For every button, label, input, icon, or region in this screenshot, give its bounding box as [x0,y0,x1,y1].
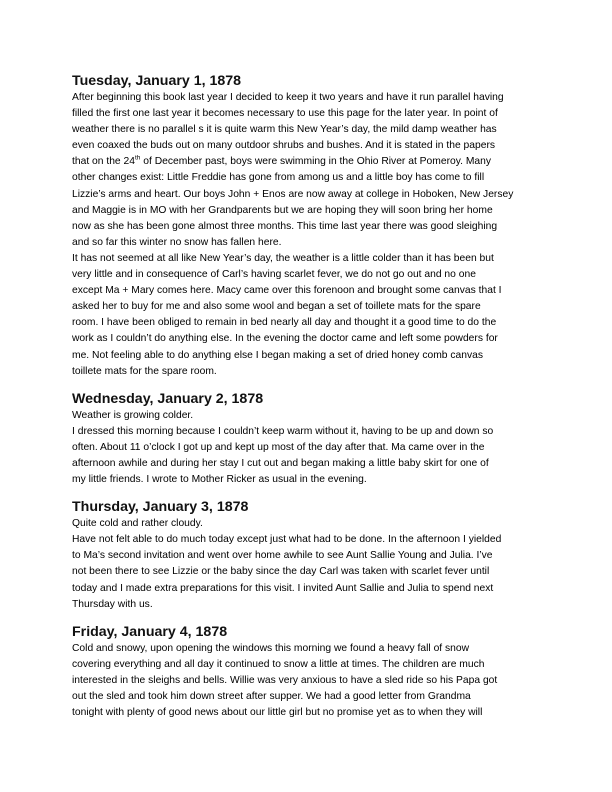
text-line: to Ma’s second invitation and went over home awhile to see Aunt Sallie Young and Julia. I’ve [72,550,493,562]
text-line: and Maggie is in MO with her Grandparents but we are hoping they will soon bring her home [72,204,493,216]
text-line: often. About 11 o’clock I got up and kept up most of the day after that. Ma came over in the [72,441,485,453]
text-line: Thursday with us. [72,598,153,610]
text-segment: of December past, boys were swimming in the Ohio River at Pomeroy. Many [140,156,492,168]
entry-title: Wednesday, January 2, 1878 [72,390,264,407]
text-line: afternoon awhile and during her stay I cut out and began making a little baby skirt for one of [72,457,489,469]
text-line: Cold and snowy, upon opening the windows this morning we found a heavy fall of snow [72,642,470,654]
text-line: Weather is growing colder. [72,409,194,421]
text-line: and so far this winter no snow has fallen here. [72,236,282,248]
diary-entry-jan-2 [72,390,547,488]
diary-entry-jan-4 [72,623,547,721]
entry-paragraph [72,90,547,251]
text-line: After beginning this book last year I decided to keep it two years and have it run parallel having [72,92,504,103]
text-line: It has not seemed at all like New Year’s day, the weather is a little colder than it has been but [72,252,494,264]
text-line: covering everything and all day it continued to snow a little at times. The children are much [72,658,485,670]
entry-paragraph [72,532,547,612]
text-line: room. I have been obliged to remain in bed nearly all day and thought it a good time to do the [72,317,497,329]
text-line: interested in the sleighs and bells. Willie was very anxious to have a sled ride so his Papa got [72,674,498,686]
entry-paragraph [72,424,547,488]
text-line: filled the first one last year it becomes necessary to use this page for the later year. In point of [72,108,498,120]
text-line: Lizzie’s arms and heart. Our boys John + Enos are now away at college in Hoboken, New Jersey [72,188,514,200]
entry-paragraph [72,408,547,424]
entry-title: Friday, January 4, 1878 [72,623,228,640]
text-line: Have not felt able to do much today except just what had to be done. In the afternoon I yielded [72,534,502,546]
entry-paragraph [72,251,547,380]
text-line: toillete mats for the spare room. [72,365,217,377]
entry-title: Tuesday, January 1, 1878 [72,73,242,89]
ordinal-suffix: th [134,154,141,162]
text-line: other changes exist: Little Freddie has gone from among us and a little boy has come to fill [72,172,485,184]
text-line: out the sled and took him down street after supper. We had a good letter from Grandma [72,691,471,702]
entry-title: Thursday, January 3, 1878 [72,499,249,516]
text-line: today and I made extra preparations for this visit. I invited Aunt Sallie and Julia to spend next [72,582,494,594]
text-line: I dressed this morning because I couldn’t keep warm without it, having to be up and down so [72,425,494,437]
document-page [72,72,547,731]
diary-entry-jan-3 [72,498,547,613]
text-line: even coaxed the buds out on many outdoor shrubs and bushes. And it is stated in the papers [72,140,496,152]
text-line: my little friends. I wrote to Mother Ricker as usual in the evening. [72,474,367,486]
text-line: except Ma + Mary comes here. Macy came over this forenoon and brought some canvas that I [72,285,502,297]
text-line: tonight with plenty of good news about our little girl but no promise yet as to when they will [72,707,483,719]
diary-entry-jan-1 [72,72,547,380]
text-line: Quite cold and rather cloudy. [72,518,203,530]
text-line: asked her to buy for me and also some wool and began a set of toillete mats for the spare [72,301,481,313]
text-line: work as I couldn’t do anything else. In the evening the doctor came and left some powders for [72,333,498,345]
entry-paragraph [72,516,547,532]
text-line: me. Not feeling able to do anything else I began making a set of dried honey comb canvas [72,349,483,361]
text-line: now as she has been gone almost three months. This time last year there was good sleighing [72,220,498,232]
text-line: very little and in consequence of Carl’s having scarlet fever, we do not go out and no one [72,269,476,281]
text-segment: that on the 24 [72,156,135,168]
entry-paragraph [72,641,547,721]
text-line [72,154,547,170]
text-line: weather there is no parallel s it is quite warm this New Year’s day, the mild damp weather has [72,124,497,136]
text-line: not been there to see Lizzie or the baby since the day Carl was taken with scarlet fever until [72,566,490,578]
